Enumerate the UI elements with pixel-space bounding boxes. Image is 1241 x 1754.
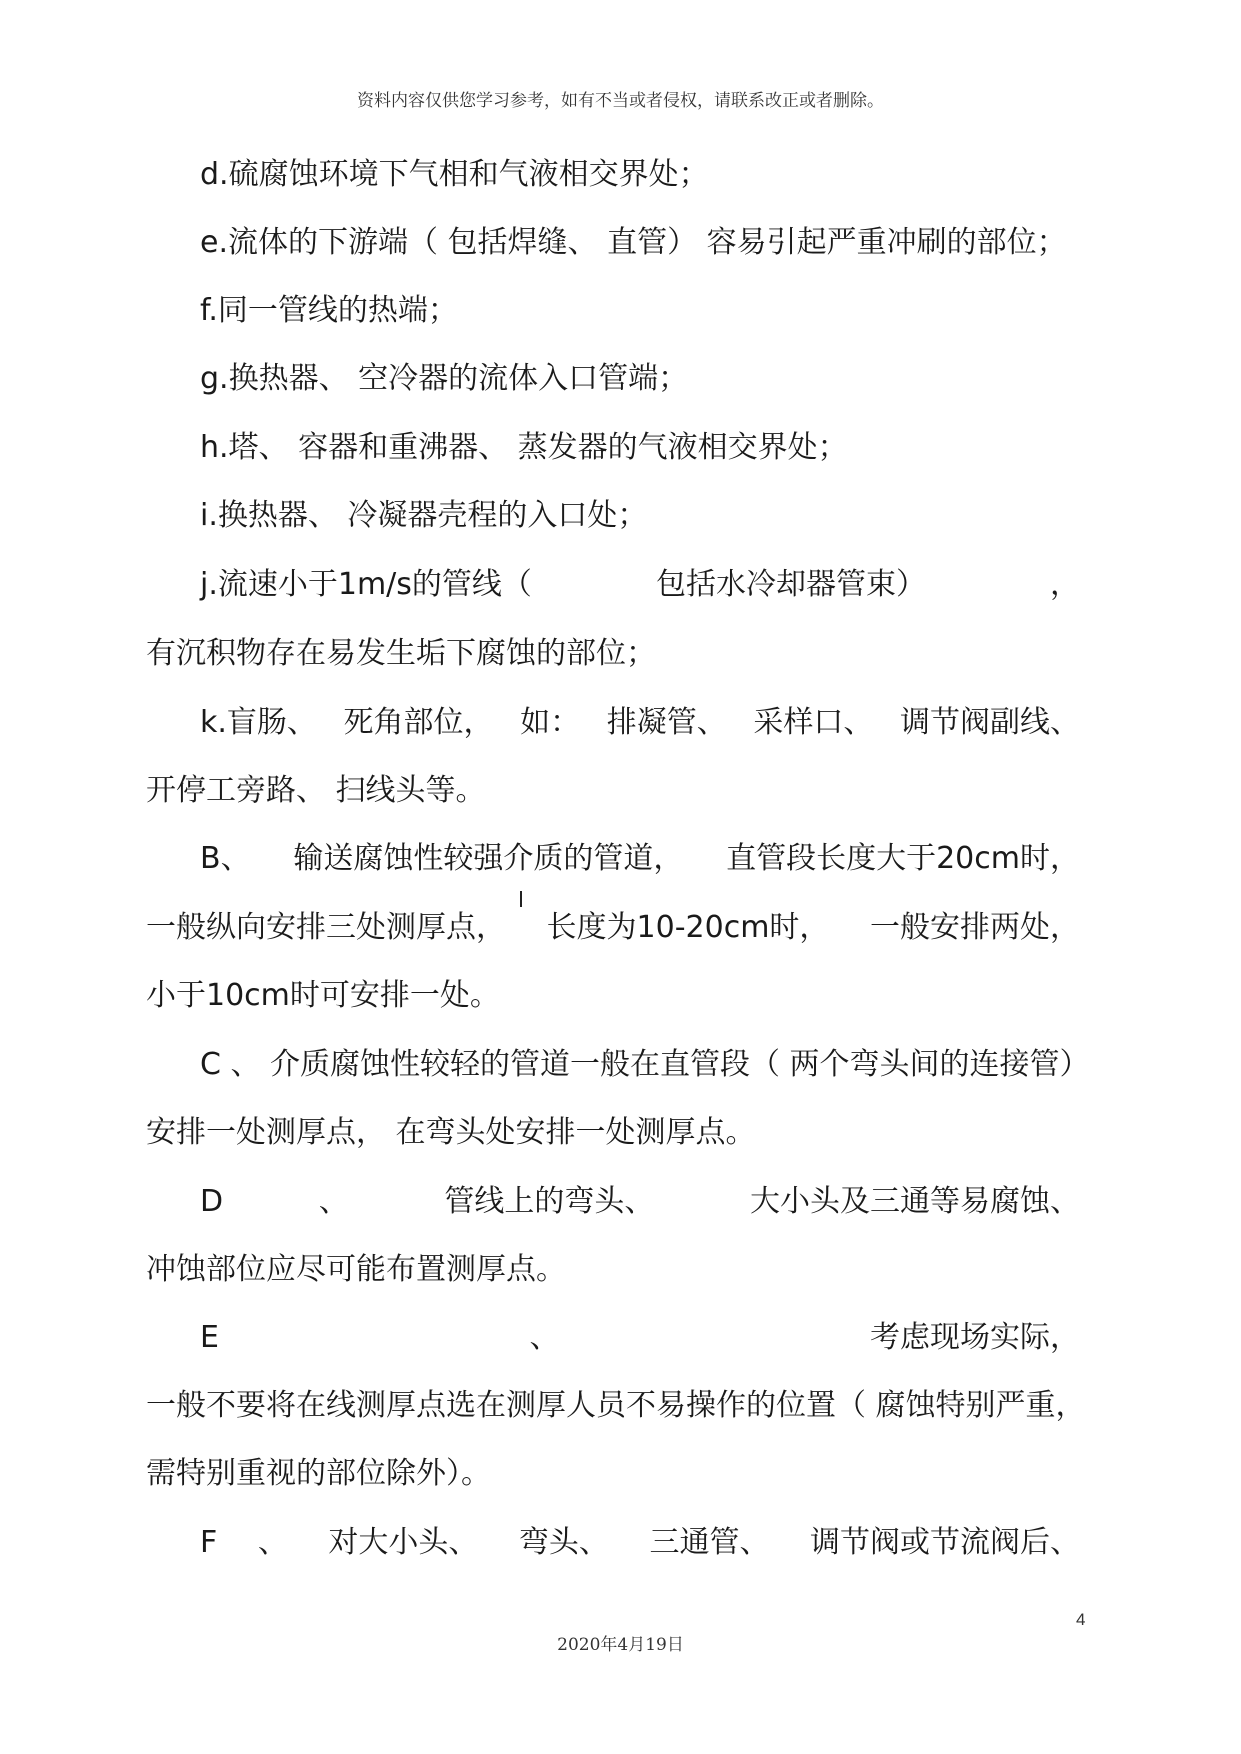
section-b-part-3: 直管段长度大于20cm时， [726,841,1080,876]
document-header-notice: 资料内容仅供您学习参考，如有不当或者侵权，请联系改正或者删除。 [357,91,884,111]
footer-date: 2020年4月19日 [557,1635,684,1655]
item-j-line-2: 有沉积物存在易发生垢下腐蚀的部位； [146,636,656,671]
section-c-line-1: C 、 介质腐蚀性较轻的管道一般在直管段（ 两个弯头间的连接管） [200,1047,1090,1082]
section-e-line-3: 需特别重视的部位除外）。 [146,1456,491,1491]
section-b-line-3: 小于10cm时可安排一处。 [146,978,500,1013]
item-k-part-3: 如： [520,705,581,740]
item-k-line-2: 开停工旁路、 扫线头等。 [146,773,486,808]
section-e-line-1 [200,1318,1080,1358]
section-f-part-1: F [200,1525,218,1560]
section-e-part-2: 、 [529,1320,560,1355]
section-c-line-2: 安排一处测厚点， 在弯头处安排一处测厚点。 [146,1115,756,1150]
section-d-part-4: 大小头及三通等易腐蚀、 [749,1184,1080,1219]
item-j-part-2: 包括水冷却器管束） [655,567,926,602]
section-e-part-3: 考虑现场实际， [870,1320,1080,1355]
item-k-part-4: 排凝管、 [606,705,727,740]
section-b2-part-3: 一般安排两处， [869,910,1080,945]
item-i: i.换热器、 冷凝器壳程的入口处； [200,498,648,533]
item-j-line-1 [200,565,1080,605]
section-b-part-2: 输送腐蚀性较强介质的管道， [293,841,684,876]
section-d-line-1 [200,1182,1080,1222]
item-g: g.换热器、 空冷器的流体入口管端； [200,361,689,396]
item-k-line-1 [200,703,1080,743]
section-e-line-2: 一般不要将在线测厚点选在测厚人员不易操作的位置（ 腐蚀特别严重， [146,1388,1086,1423]
section-d-line-2: 冲蚀部位应尽可能布置测厚点。 [146,1252,566,1287]
section-d-part-1: D [200,1184,224,1219]
item-j-part-1: j.流速小于1m/s的管线（ [200,567,532,602]
item-k-part-5: 采样口、 [753,705,874,740]
section-f-part-3: 对大小头、 [328,1525,479,1560]
section-f-part-4: 弯头、 [518,1525,609,1560]
section-b2-part-1: 一般纵向安排三处测厚点， [146,910,506,945]
section-b2-part-2: 长度为10-20cm时， [546,910,830,945]
item-k-part-6: 调节阀副线、 [899,705,1080,740]
section-e-part-1: E [200,1320,219,1355]
section-f-part-6: 调节阀或节流阀后、 [810,1525,1080,1560]
item-k-part-1: k.盲肠、 [200,705,317,740]
section-d-part-2: 、 [318,1184,349,1219]
item-d: d.硫腐蚀环境下气相和气液相交界处； [200,157,709,192]
section-b-part-1: B、 [200,841,251,876]
section-f-part-5: 三通管、 [649,1525,770,1560]
item-h: h.塔、 容器和重沸器、 蒸发器的气液相交界处； [200,430,848,465]
item-k-part-2: 死角部位， [343,705,494,740]
section-b-line-1 [200,839,1080,879]
page-number: 4 [1076,1610,1086,1629]
section-b-line-2 [146,908,1080,948]
stray-mark [520,891,522,907]
item-f: f.同一管线的热端； [200,293,458,328]
section-f-line-1 [200,1523,1080,1563]
section-f-part-2: 、 [257,1525,288,1560]
item-j-part-3: ， [1049,567,1080,602]
item-e: e.流体的下游端（ 包括焊缝、 直管） 容易引起严重冲刷的部位； [200,225,1067,260]
section-d-part-3: 管线上的弯头、 [444,1184,655,1219]
